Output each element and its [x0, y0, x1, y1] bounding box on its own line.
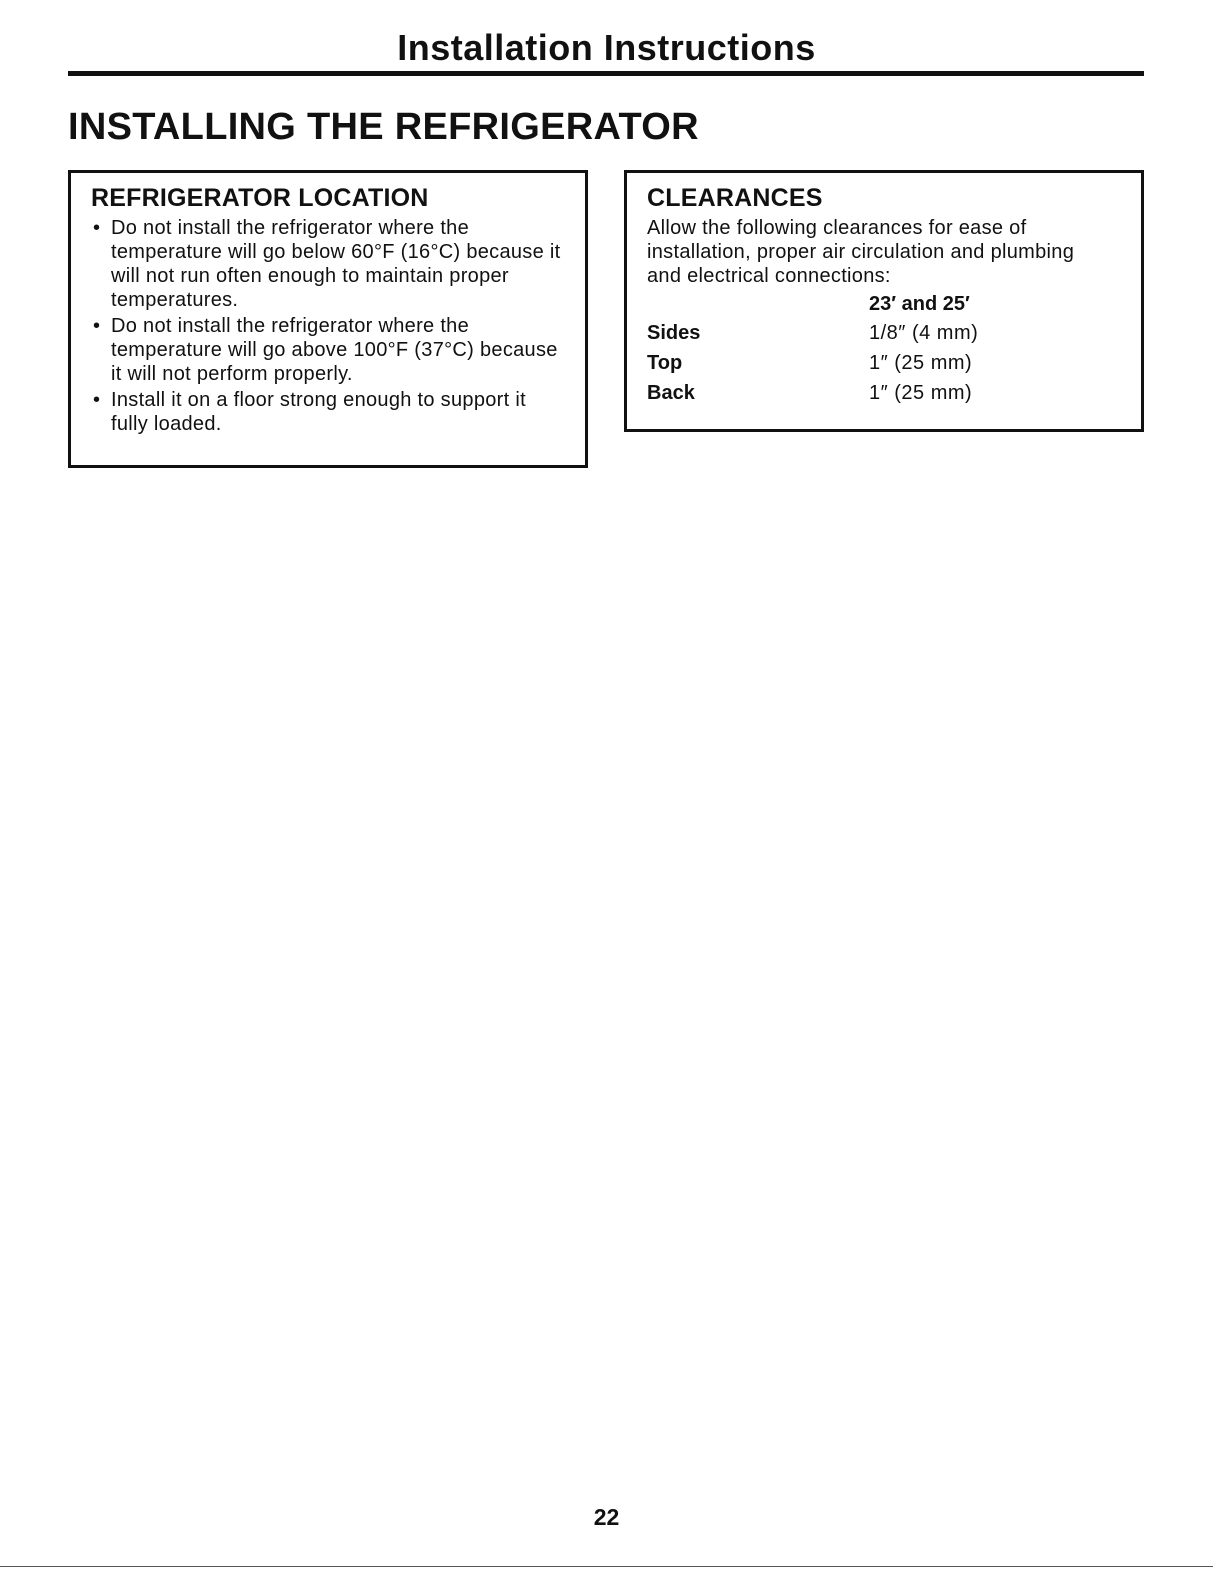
bullet-dot-icon: •: [93, 315, 101, 337]
bullet-dot-icon: •: [93, 389, 101, 411]
location-bullet-item: [91, 388, 567, 436]
location-bullet-text: Do not install the refrigerator where the temperature will go above 100°F (37°C) because it will not perform properly.: [111, 315, 558, 385]
location-bullet-item: [91, 216, 567, 312]
location-bullet-text: Install it on a floor strong enough to support it fully loaded.: [111, 389, 526, 435]
clearance-value: 1″ (25 mm): [869, 352, 973, 374]
clearance-label: Top: [647, 352, 683, 374]
page-header-title: Installation Instructions: [397, 27, 816, 68]
location-bullet-text: Do not install the refrigerator where the temperature will go below 60°F (16°C) because it will not run often enough to maintain proper temperatures.: [111, 217, 561, 311]
clearances-table: [647, 290, 1123, 408]
header-divider: [68, 71, 1144, 76]
clearance-value: 1″ (25 mm): [869, 382, 973, 404]
page-number: 22: [593, 1504, 620, 1530]
refrigerator-location-box: [68, 170, 588, 468]
clearances-box: [624, 170, 1144, 432]
clearances-row-sides: [647, 318, 1123, 348]
clearances-intro: Allow the following clearances for ease of installation, proper air circulation and plumbing and electrical connections:: [647, 217, 1075, 287]
clearance-value: 1/8″ (4 mm): [869, 322, 979, 344]
clearances-row-top: [647, 348, 1123, 378]
clearance-label: Back: [647, 382, 695, 404]
location-bullet-item: [91, 314, 567, 386]
clearance-label: Sides: [647, 322, 701, 344]
clearances-heading: CLEARANCES: [647, 184, 823, 212]
location-bullet-list: [91, 216, 567, 436]
refrigerator-location-heading: REFRIGERATOR LOCATION: [91, 184, 429, 212]
clearances-column-header: 23′ and 25′: [869, 293, 970, 315]
clearances-row-back: [647, 378, 1123, 408]
section-title: INSTALLING THE REFRIGERATOR: [68, 106, 699, 148]
footer-divider: [0, 1566, 1213, 1567]
bullet-dot-icon: •: [93, 217, 101, 239]
